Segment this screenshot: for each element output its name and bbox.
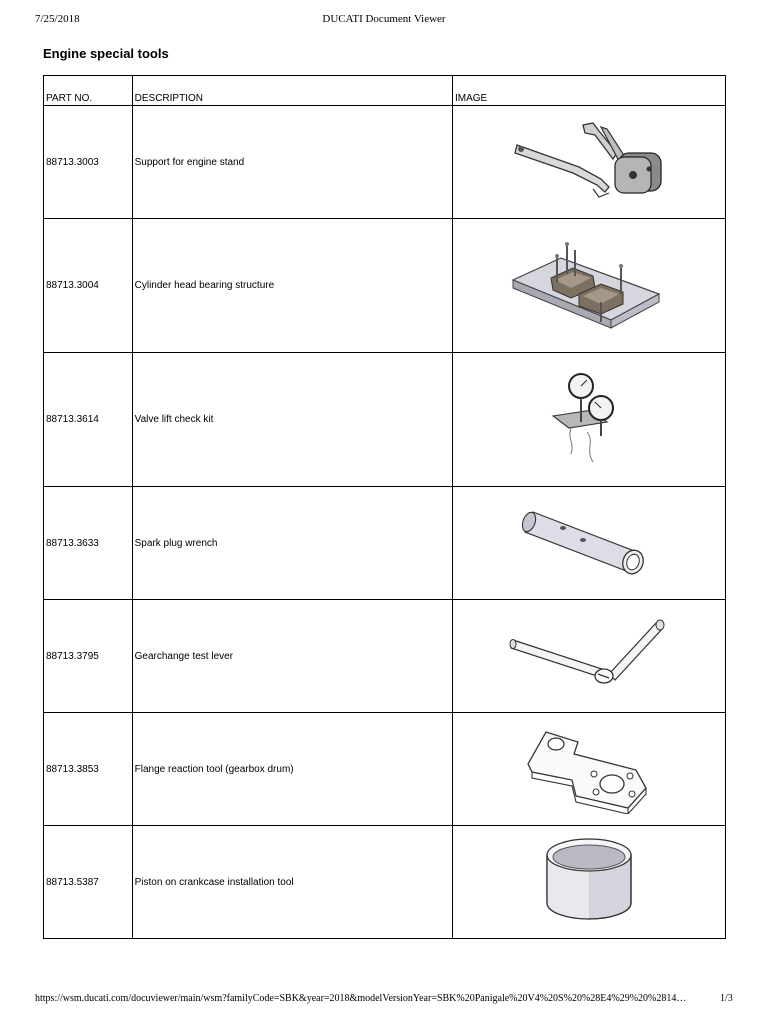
description: Valve lift check kit: [132, 353, 452, 487]
table-row: [44, 353, 726, 487]
part-number: 88713.3633: [44, 487, 133, 600]
table-row: [44, 826, 726, 939]
image-cell: [452, 600, 725, 713]
part-number: 88713.3614: [44, 353, 133, 487]
description: Cylinder head bearing structure: [132, 219, 452, 353]
description: Flange reaction tool (gearbox drum): [132, 713, 452, 826]
part-number: 88713.3853: [44, 713, 133, 826]
description: Spark plug wrench: [132, 487, 452, 600]
image-cell: [452, 713, 725, 826]
image-cell: [452, 353, 725, 487]
table-row: [44, 106, 726, 219]
footer-page-number: 1/3: [720, 993, 733, 1004]
piston-ring-sleeve-icon: [539, 837, 639, 927]
dial-gauge-kit-icon: [549, 370, 629, 470]
part-number: 88713.3004: [44, 219, 133, 353]
table-header-row: [44, 76, 726, 106]
part-number: 88713.3003: [44, 106, 133, 219]
tools-table: [43, 75, 726, 939]
table-row: [44, 600, 726, 713]
description: Gearchange test lever: [132, 600, 452, 713]
engine-stand-support-icon: [509, 117, 669, 207]
footer-url: https://wsm.ducati.com/docuviewer/main/wsm?familyCode=SBK&year=2018&modelVersionYear=SBK%20Panigale%20V4%20S%20%28E4%29%20%2814…: [35, 993, 687, 1004]
part-number: 88713.3795: [44, 600, 133, 713]
table-row: [44, 487, 726, 600]
image-cell: [452, 826, 725, 939]
table-row: [44, 219, 726, 353]
image-cell: [452, 219, 725, 353]
column-header-image: IMAGE: [452, 76, 725, 106]
column-header-part-no: PART NO.: [44, 76, 133, 106]
header-title: DUCATI Document Viewer: [322, 13, 446, 25]
part-number: 88713.5387: [44, 826, 133, 939]
description: Support for engine stand: [132, 106, 452, 219]
gearchange-lever-icon: [509, 616, 669, 696]
page-title: Engine special tools: [43, 46, 169, 61]
description: Piston on crankcase installation tool: [132, 826, 452, 939]
header-date: 7/25/2018: [35, 13, 80, 25]
table-row: [44, 713, 726, 826]
image-cell: [452, 106, 725, 219]
column-header-description: DESCRIPTION: [132, 76, 452, 106]
spark-plug-wrench-icon: [519, 498, 659, 588]
cylinder-head-structure-icon: [509, 236, 669, 336]
image-cell: [452, 487, 725, 600]
flange-reaction-tool-icon: [524, 724, 654, 814]
